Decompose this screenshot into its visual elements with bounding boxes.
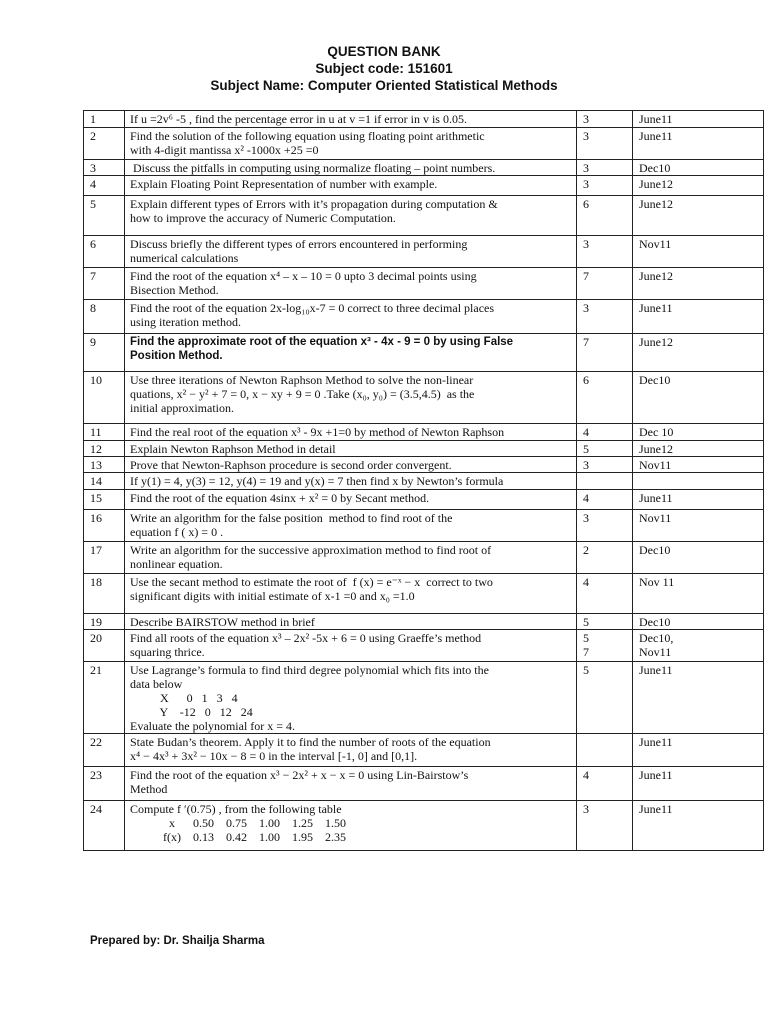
question-text <box>125 734 577 767</box>
question-text <box>125 128 577 160</box>
question-number: 4 <box>84 176 125 196</box>
exam-session: June12 <box>633 196 764 236</box>
question-text <box>125 268 577 300</box>
table-row <box>84 424 764 441</box>
question-line: X 0 1 3 4 <box>130 691 238 705</box>
question-number: 24 <box>84 801 125 851</box>
question-text <box>125 542 577 574</box>
question-number: 5 <box>84 196 125 236</box>
question-number: 12 <box>84 441 125 457</box>
question-number: 3 <box>84 160 125 176</box>
question-line: If u =2v⁶ -5 , find the percentage error in u at v =1 if error in v is 0.05. <box>130 112 467 126</box>
question-text <box>125 424 577 441</box>
question-line: State Budan’s theorem. Apply it to find the number of roots of the equation <box>130 735 491 749</box>
table-row <box>84 196 764 236</box>
marks: 5 <box>577 662 633 734</box>
exam-session: June11 <box>633 662 764 734</box>
table-row <box>84 801 764 851</box>
question-number: 19 <box>84 614 125 630</box>
question-line: Find the real root of the equation x³ - 9x +1=0 by method of Newton Raphson <box>130 425 505 439</box>
question-line: using iteration method. <box>130 315 241 329</box>
table-row <box>84 630 764 662</box>
question-line: Discuss the pitfalls in computing using normalize floating – point numbers. <box>130 161 496 175</box>
question-line: significant digits with initial estimate of x-1 =0 and x₀ =1.0 <box>130 589 415 603</box>
question-line: x⁴ − 4x³ + 3x² − 10x − 8 = 0 in the interval [-1, 0] and [0,1]. <box>130 749 418 763</box>
marks <box>577 734 633 767</box>
question-line: Find the root of the equation 2x-log₁₀x-7 = 0 correct to three decimal places <box>130 301 495 315</box>
question-text <box>125 196 577 236</box>
question-line: Method <box>130 782 168 796</box>
question-line: Find the root of the equation 4sinx + x² = 0 by Secant method. <box>130 491 430 505</box>
marks: 5 <box>577 441 633 457</box>
exam-session: June12 <box>633 268 764 300</box>
question-text <box>125 160 577 176</box>
question-line: x 0.50 0.75 1.00 1.25 1.50 <box>130 816 346 830</box>
question-text <box>125 372 577 424</box>
exam-session: Nov11 <box>633 457 764 473</box>
question-number: 17 <box>84 542 125 574</box>
marks: 4 <box>577 574 633 614</box>
table-row <box>84 160 764 176</box>
table-row <box>84 236 764 268</box>
question-line: Write an algorithm for the false position method to find root of the <box>130 511 453 525</box>
question-number: 2 <box>84 128 125 160</box>
question-line: data below <box>130 677 183 691</box>
question-line: squaring thrice. <box>130 645 205 659</box>
question-text <box>125 441 577 457</box>
document-title: QUESTION BANK <box>327 44 441 59</box>
table-row <box>84 268 764 300</box>
marks: 3 <box>577 160 633 176</box>
table-row <box>84 300 764 334</box>
question-text <box>125 300 577 334</box>
table-row <box>84 574 764 614</box>
exam-session: June11 <box>633 490 764 510</box>
question-line: Use the secant method to estimate the root of f (x) = e⁻ˣ − x correct to two <box>130 575 493 589</box>
table-row <box>84 128 764 160</box>
marks: 2 <box>577 542 633 574</box>
marks: 7 <box>577 268 633 300</box>
question-number: 22 <box>84 734 125 767</box>
question-number: 11 <box>84 424 125 441</box>
question-text <box>125 574 577 614</box>
question-number: 14 <box>84 473 125 490</box>
question-text <box>125 662 577 734</box>
question-line: nonlinear equation. <box>130 557 223 571</box>
table-row <box>84 767 764 801</box>
marks: 3 <box>577 176 633 196</box>
question-number: 1 <box>84 111 125 128</box>
question-number: 6 <box>84 236 125 268</box>
exam-session: Nov11 <box>633 510 764 542</box>
question-line: initial approximation. <box>130 401 234 415</box>
question-text <box>125 614 577 630</box>
table-row <box>84 457 764 473</box>
exam-session: Dec10 <box>633 160 764 176</box>
exam-session: Dec10 <box>633 372 764 424</box>
question-line: Write an algorithm for the successive approximation method to find root of <box>130 543 492 557</box>
question-line: Use three iterations of Newton Raphson Method to solve the non-linear <box>130 373 474 387</box>
question-number: 13 <box>84 457 125 473</box>
table-row <box>84 662 764 734</box>
question-line: Bisection Method. <box>130 283 219 297</box>
question-text <box>125 236 577 268</box>
question-line: Discuss briefly the different types of errors encountered in performing <box>130 237 468 251</box>
table-row <box>84 176 764 196</box>
question-line: Evaluate the polynomial for x = 4. <box>130 719 296 733</box>
marks: 6 <box>577 196 633 236</box>
marks <box>577 473 633 490</box>
marks: 3 <box>577 510 633 542</box>
exam-session: Nov11 <box>633 236 764 268</box>
question-line: Explain different types of Errors with it’s propagation during computation & <box>130 197 498 211</box>
exam-session: June12 <box>633 441 764 457</box>
marks: 3 <box>577 236 633 268</box>
question-line: If y(1) = 4, y(3) = 12, y(4) = 19 and y(x) = 7 then find x by Newton’s formula <box>130 474 504 488</box>
table-row <box>84 614 764 630</box>
question-line: Find the approximate root of the equation x³ - 4x - 9 = 0 by using False <box>130 336 514 348</box>
marks: 3 <box>577 801 633 851</box>
question-number: 15 <box>84 490 125 510</box>
question-line: Explain Newton Raphson Method in detail <box>130 442 336 456</box>
question-line: Use Lagrange’s formula to find third degree polynomial which fits into the <box>130 663 489 677</box>
marks: 4 <box>577 424 633 441</box>
question-number: 20 <box>84 630 125 662</box>
marks: 3 <box>577 457 633 473</box>
question-line: Find the root of the equation x³ − 2x² + x − x = 0 using Lin-Bairstow’s <box>130 768 469 782</box>
question-table <box>83 110 764 851</box>
marks: 4 <box>577 767 633 801</box>
question-line: Find all roots of the equation x³ – 2x² -5x + 6 = 0 using Graeffe’s method <box>130 631 482 645</box>
exam-session: June11 <box>633 300 764 334</box>
question-line: Explain Floating Point Representation of number with example. <box>130 177 438 191</box>
table-row <box>84 473 764 490</box>
exam-session: Dec10 <box>633 542 764 574</box>
marks: 3 <box>577 300 633 334</box>
exam-session: June12 <box>633 176 764 196</box>
prepared-by: Prepared by: Dr. Shailja Sharma <box>90 935 265 947</box>
question-number: 10 <box>84 372 125 424</box>
question-line: Y -12 0 12 24 <box>130 705 253 719</box>
table-row <box>84 372 764 424</box>
question-line: Find the solution of the following equation using floating point arithmetic <box>130 129 485 143</box>
question-text <box>125 334 577 372</box>
question-line: quations, x² − y² + 7 = 0, x − xy + 9 = 0 .Take (x₀, y₀) = (3.5,4.5) as the <box>130 387 475 401</box>
question-line: equation f ( x) = 0 . <box>130 525 224 539</box>
exam-session: June11 <box>633 767 764 801</box>
question-line: Find the root of the equation x⁴ – x – 10 = 0 upto 3 decimal points using <box>130 269 477 283</box>
question-line: with 4-digit mantissa x² -1000x +25 =0 <box>130 143 319 157</box>
question-line: Position Method. <box>130 350 223 362</box>
question-number: 8 <box>84 300 125 334</box>
question-text <box>125 490 577 510</box>
question-text <box>125 457 577 473</box>
table-row <box>84 441 764 457</box>
question-number: 18 <box>84 574 125 614</box>
question-line: f(x) 0.13 0.42 1.00 1.95 2.35 <box>130 830 346 844</box>
question-number: 9 <box>84 334 125 372</box>
question-line: Describe BAIRSTOW method in brief <box>130 615 315 629</box>
exam-session: June12 <box>633 334 764 372</box>
table-row <box>84 734 764 767</box>
table-row <box>84 334 764 372</box>
question-text <box>125 767 577 801</box>
question-number: 23 <box>84 767 125 801</box>
marks: 4 <box>577 490 633 510</box>
question-text <box>125 176 577 196</box>
subject-name: Subject Name: Computer Oriented Statistical Methods <box>210 78 558 93</box>
exam-session: Dec 10 <box>633 424 764 441</box>
exam-session: Dec10, Nov11 <box>633 630 764 662</box>
marks: 5 7 <box>577 630 633 662</box>
question-text <box>125 630 577 662</box>
question-text <box>125 111 577 128</box>
subject-code: Subject code: 151601 <box>315 61 453 76</box>
marks: 3 <box>577 111 633 128</box>
question-text <box>125 473 577 490</box>
question-number: 16 <box>84 510 125 542</box>
exam-session: June11 <box>633 128 764 160</box>
marks: 6 <box>577 372 633 424</box>
exam-session <box>633 473 764 490</box>
question-line: Prove that Newton-Raphson procedure is second order convergent. <box>130 458 452 472</box>
exam-session: Dec10 <box>633 614 764 630</box>
table-row <box>84 542 764 574</box>
question-number: 21 <box>84 662 125 734</box>
question-text <box>125 510 577 542</box>
marks: 3 <box>577 128 633 160</box>
table-row <box>84 510 764 542</box>
marks: 7 <box>577 334 633 372</box>
question-line: how to improve the accuracy of Numeric Computation. <box>130 211 396 225</box>
question-text <box>125 801 577 851</box>
question-line: numerical calculations <box>130 251 239 265</box>
exam-session: June11 <box>633 734 764 767</box>
question-line: Compute f ′(0.75) , from the following table <box>130 802 342 816</box>
exam-session: Nov 11 <box>633 574 764 614</box>
exam-session: June11 <box>633 801 764 851</box>
marks: 5 <box>577 614 633 630</box>
table-row <box>84 111 764 128</box>
exam-session: June11 <box>633 111 764 128</box>
question-number: 7 <box>84 268 125 300</box>
table-row <box>84 490 764 510</box>
